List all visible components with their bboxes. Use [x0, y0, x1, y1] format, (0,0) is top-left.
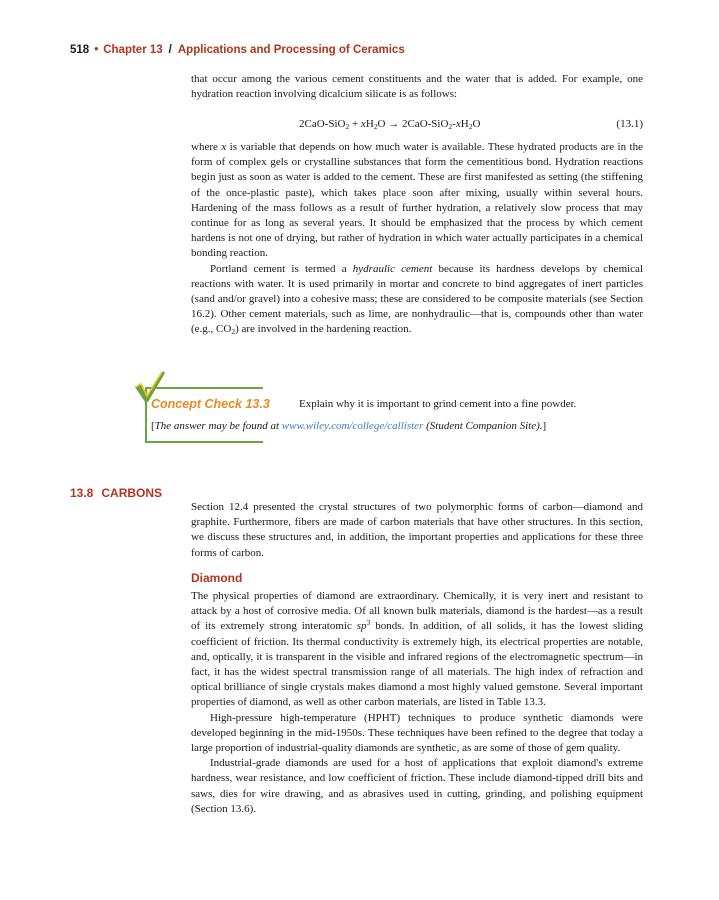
equation-body: $2CaO-SiO_2 + xH_2O \to 2CaO-SiO_2-xH_2O$ [299, 118, 481, 131]
section-number: 13.8 [70, 486, 94, 500]
hydration-paragraph-1: where x is variable that depends on how much water is available. These hydrated products are in the form of complex gels or crystalline substances that form the cementitious bond. Hydration reactions begin just as soon as water is added to the cement. These are first manifested as setting (the stiffening of the once-plastic paste), which takes place soon after mixing, usually within several hours. Hardening of the mass follows as a result of further hydration, a relatively slow process that may continue for as long as several years. It should be emphasized that the process by which cement hardens is not one of drying, but rather of hydration in which water actually participates in a chemical bonding reaction. [191, 141, 643, 260]
diamond-paragraph-1: The physical properties of diamond are extraordinary. Chemically, it is very inert and resistant to attack by a host of corrosive media. Of all known bulk materials, diamond is the hardest—as a result of its extremely strong interatomic $sp^3$ bonds. In addition, of all solids, it has the lowest sliding coefficient of friction. Its thermal conductivity is extremely high, its electrical properties are notable, and, optically, it is transparent in the visible and infrared regions of the electromagnetic spectrum—in fact, it has the widest spectral transmission range of all materials. The high index of refraction and optical brilliance of single crystals makes diamond a most highly valued gemstone. Several important properties of diamond, as well as other carbon materials, are listed in Table 13.3. [191, 590, 643, 709]
diamond-text [191, 589, 643, 817]
concept-rule-bottom [145, 441, 263, 443]
carbons-intro-text [191, 500, 643, 561]
diamond-paragraph-3: Industrial-grade diamonds are used for a host of applications that exploit diamond's extreme hardness, wear resistance, and low coefficient of friction. These include diamond-tipped drill bits and saws, dies for wire drawing, and as abrasives used in cutting, grinding, and polishing equipment (Section 13.6). [191, 757, 643, 815]
concept-check-box [145, 387, 645, 443]
concept-check-title: Concept Check 13.3 [151, 397, 270, 411]
chapter-label: Chapter 13 [103, 44, 163, 56]
running-head [70, 44, 405, 56]
equation-number: (13.1) [616, 118, 643, 130]
intro-paragraph: that occur among the various cement constituents and the water that is added. For example, one hydration reaction involving dicalcium silicate is as follows: [191, 73, 643, 101]
intro-text [191, 72, 643, 102]
equation-13-1 [191, 118, 643, 134]
answer-link[interactable]: www.wiley.com/college/callister [281, 420, 424, 432]
section-heading [70, 486, 162, 500]
separator-dot: • [94, 44, 99, 56]
diamond-heading: Diamond [191, 571, 243, 585]
chapter-title: Applications and Processing of Ceramics [177, 44, 405, 56]
separator-slash: / [168, 44, 172, 56]
section-title: CARBONS [101, 486, 163, 500]
diamond-paragraph-2: High-pressure high-temperature (HPHT) techniques to produce synthetic diamonds were developed beginning in the mid-1950s. These techniques have been refined to the degree that today a large proportion of industrial-quality diamonds are synthetic, as are some of those of gem quality. [191, 711, 643, 755]
carbons-intro-paragraph: Section 12.4 presented the crystal structures of two polymorphic forms of carbon—diamond and graphite. Furthermore, fibers are made of carbon materials that have other structures. In this section, we discuss these structures and, in addition, the important properties and applications for these three forms of carbon. [191, 501, 643, 559]
page-number: 518 [70, 44, 90, 56]
concept-check-question: Explain why it is important to grind cement into a fine powder. [299, 398, 577, 410]
concept-check-answer: [The answer may be found at www.wiley.com/college/callister (Student Companion Site).] [151, 420, 547, 432]
hydration-paragraph-2: Portland cement is termed a hydraulic cement because its hardness develops by chemical reactions with water. It is used primarily in mortar and concrete to bind aggregates of inert particles (sand and/or gravel) into a cohesive mass; these are considered to be composite materials (see Section 16.2). Other cement materials, such as lime, are nonhydraulic—that is, compounds other than water (e.g., $CO_2$) are involved in the hardening reaction. [191, 262, 643, 337]
hydration-text [191, 140, 643, 338]
